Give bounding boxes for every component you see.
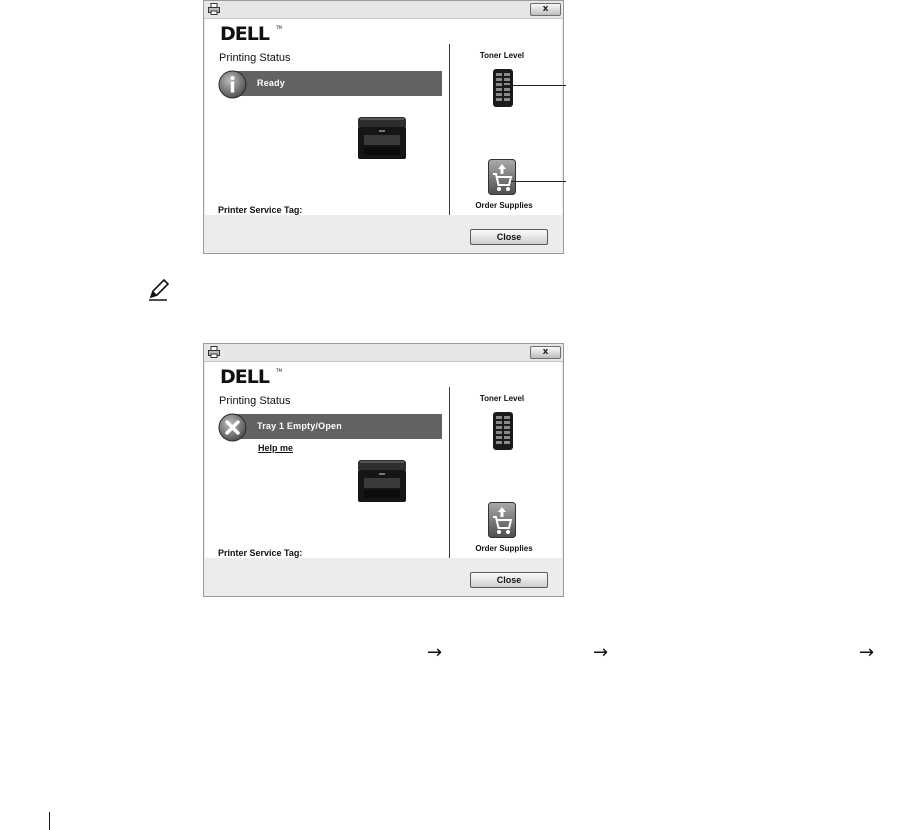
- printing-status-heading: Printing Status: [219, 52, 291, 64]
- status-text: Ready: [257, 78, 286, 88]
- toner-level-icon[interactable]: [492, 68, 514, 108]
- order-supplies-callout-line: [511, 181, 566, 182]
- order-supplies-cart-icon[interactable]: [488, 502, 516, 538]
- printer-service-tag-label: Printer Service Tag:: [218, 205, 303, 215]
- menu-path-arrow: →: [593, 642, 609, 663]
- status-panel: [205, 362, 562, 558]
- printer-status-window-ready: [203, 0, 564, 254]
- svg-text:TM: TM: [276, 25, 282, 30]
- menu-path-arrow: →: [859, 642, 875, 663]
- order-supplies-cart-icon[interactable]: [488, 159, 516, 195]
- title-bar[interactable]: [204, 344, 563, 362]
- svg-text:DELL: DELL: [220, 24, 269, 42]
- status-bar: [235, 414, 442, 439]
- window-close-button[interactable]: x: [530, 346, 561, 359]
- printing-status-heading: Printing Status: [219, 395, 291, 407]
- close-button[interactable]: Close: [470, 572, 548, 588]
- order-supplies-label: Order Supplies: [475, 544, 533, 553]
- status-bar: [235, 71, 442, 96]
- printer-icon: [208, 346, 220, 358]
- info-icon: [218, 70, 247, 99]
- printer-icon: [208, 3, 220, 15]
- dell-logo: [220, 367, 282, 385]
- toner-level-label: Toner Level: [479, 394, 525, 403]
- dell-logo: [220, 24, 282, 42]
- svg-text:TM: TM: [276, 368, 282, 373]
- order-supplies-label: Order Supplies: [475, 201, 533, 210]
- menu-path-arrow: →: [427, 642, 443, 663]
- svg-text:DELL: DELL: [220, 367, 269, 385]
- printer-service-tag-label: Printer Service Tag:: [218, 548, 303, 558]
- window-close-button[interactable]: x: [530, 3, 561, 16]
- panel-divider: [449, 44, 450, 215]
- title-bar[interactable]: [204, 1, 563, 19]
- status-text: Tray 1 Empty/Open: [257, 421, 342, 431]
- note-pencil-icon: [147, 279, 171, 301]
- error-x-icon: [218, 413, 247, 442]
- close-button[interactable]: Close: [470, 229, 548, 245]
- panel-divider: [449, 387, 450, 558]
- toner-level-icon[interactable]: [492, 411, 514, 451]
- help-me-link[interactable]: Help me: [258, 443, 294, 453]
- status-panel: [205, 19, 562, 215]
- printer-status-window-error: [203, 343, 564, 597]
- page-margin-rule: [49, 812, 50, 830]
- toner-level-label: Toner Level: [479, 51, 525, 60]
- printer-device-image: [355, 113, 409, 163]
- printer-device-image: [355, 456, 409, 506]
- toner-callout-line: [504, 85, 566, 86]
